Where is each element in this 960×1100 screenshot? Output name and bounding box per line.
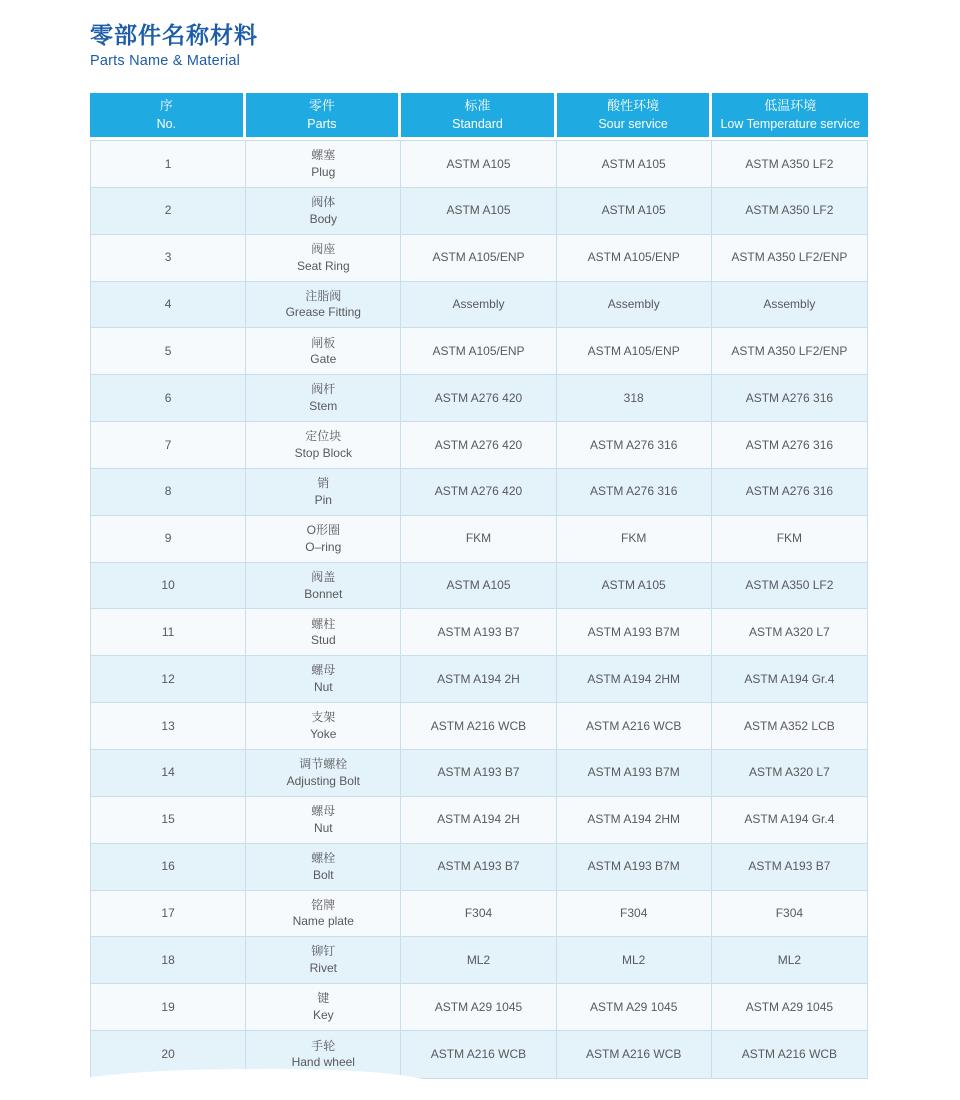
cell-part-zh: 键 (317, 991, 330, 1006)
cell-sour-service: F304 (557, 891, 712, 938)
cell-part (246, 844, 401, 891)
cell-no: 1 (91, 141, 246, 188)
cell-sour-service: ASTM A216 WCB (557, 1031, 712, 1078)
table-row (91, 282, 867, 329)
cell-no: 11 (91, 609, 246, 656)
cell-part (246, 469, 401, 516)
column-header-en: Parts (307, 117, 337, 132)
table-row (91, 844, 867, 891)
cell-standard: ML2 (401, 937, 556, 984)
cell-no: 3 (91, 235, 246, 282)
cell-sour-service: ASTM A193 B7M (557, 609, 712, 656)
cell-sour-service: ASTM A194 2HM (557, 797, 712, 844)
table-row (91, 563, 867, 610)
cell-standard: ASTM A276 420 (401, 469, 556, 516)
cell-sour-service: ASTM A105/ENP (557, 235, 712, 282)
cell-low-temp-service: ASTM A276 316 (712, 469, 867, 516)
cell-standard: FKM (401, 516, 556, 563)
cell-part (246, 563, 401, 610)
cell-no: 15 (91, 797, 246, 844)
cell-part-zh: 螺母 (311, 803, 336, 818)
cell-part-en: Name plate (292, 914, 354, 929)
cell-part-en: Key (312, 1008, 334, 1023)
cell-no: 19 (91, 984, 246, 1031)
table-row (91, 469, 867, 516)
table-body (90, 140, 868, 1079)
page-title-block (90, 22, 258, 69)
cell-part (246, 750, 401, 797)
cell-no: 6 (91, 375, 246, 422)
cell-standard: ASTM A216 WCB (401, 1031, 556, 1078)
cell-sour-service: ASTM A105 (557, 563, 712, 610)
table-row (91, 328, 867, 375)
page-subtitle: Parts Name & Material (90, 52, 241, 69)
cell-low-temp-service: ASTM A350 LF2/ENP (712, 328, 867, 375)
cell-standard: ASTM A194 2H (401, 656, 556, 703)
cell-low-temp-service: ASTM A320 L7 (712, 609, 867, 656)
table-row (91, 656, 867, 703)
cell-sour-service: 318 (557, 375, 712, 422)
cell-no: 5 (91, 328, 246, 375)
cell-part (246, 656, 401, 703)
cell-no: 7 (91, 422, 246, 469)
cell-low-temp-service: ML2 (712, 937, 867, 984)
cell-standard: ASTM A105 (401, 188, 556, 235)
cell-low-temp-service: ASTM A29 1045 (712, 984, 867, 1031)
cell-standard: ASTM A276 420 (401, 422, 556, 469)
cell-part-en: Bolt (312, 867, 334, 882)
cell-part-en: Adjusting Bolt (286, 773, 360, 788)
cell-part-zh: 螺塞 (311, 148, 336, 163)
cell-sour-service: ASTM A276 316 (557, 422, 712, 469)
cell-part-en: Yoke (310, 727, 337, 742)
cell-standard: ASTM A194 2H (401, 797, 556, 844)
cell-low-temp-service: ASTM A350 LF2 (712, 563, 867, 610)
cell-standard: ASTM A105/ENP (401, 235, 556, 282)
cell-part (246, 141, 401, 188)
cell-part-zh: 阀杆 (311, 382, 336, 397)
cell-part (246, 328, 401, 375)
cell-part-zh: 铆钉 (311, 944, 336, 959)
cell-part-zh: 阀盖 (311, 569, 336, 584)
cell-no: 10 (91, 563, 246, 610)
cell-no: 2 (91, 188, 246, 235)
cell-part-en: Stem (309, 399, 338, 414)
cell-part (246, 422, 401, 469)
cell-sour-service: ASTM A105/ENP (557, 328, 712, 375)
cell-sour-service: ASTM A193 B7M (557, 750, 712, 797)
cell-standard: ASTM A216 WCB (401, 703, 556, 750)
cell-low-temp-service: ASTM A194 Gr.4 (712, 797, 867, 844)
cell-standard: ASTM A105/ENP (401, 328, 556, 375)
cell-low-temp-service: ASTM A216 WCB (741, 1047, 838, 1062)
cell-part-zh: 注脂阀 (305, 288, 342, 303)
table-row (91, 141, 867, 188)
cell-low-temp-service: ASTM A320 L7 (712, 750, 867, 797)
cell-sour-service: ASTM A194 2HM (557, 656, 712, 703)
column-header (246, 93, 402, 137)
cell-low-temp-service: F304 (712, 891, 867, 938)
column-header (401, 93, 557, 137)
table-row (91, 375, 867, 422)
cell-part-zh: 定位块 (305, 429, 342, 444)
table-row (91, 516, 867, 563)
cell-part-en: Bonnet (304, 586, 343, 601)
cell-part-en: Stud (310, 633, 336, 648)
cell-part (246, 797, 401, 844)
cell-part-zh: 螺柱 (311, 616, 336, 631)
table-row (91, 750, 867, 797)
cell-part-en: Stop Block (294, 445, 352, 460)
cell-low-temp-service: ASTM A276 316 (712, 375, 867, 422)
cell-part-en: Hand wheel (291, 1055, 355, 1070)
cell-sour-service: Assembly (557, 282, 712, 329)
cell-part-zh: 销 (317, 476, 330, 491)
cell-sour-service: ASTM A193 B7M (557, 844, 712, 891)
cell-no: 9 (91, 516, 246, 563)
cell-part-en: Plug (311, 164, 336, 179)
cell-part-zh: 阀体 (311, 194, 336, 209)
column-header-en: Standard (452, 117, 503, 132)
cell-part-en: Nut (313, 820, 333, 835)
column-header-en: No. (156, 117, 177, 132)
cell-standard: ASTM A193 B7 (401, 609, 556, 656)
cell-low-temp-service: ASTM A352 LCB (712, 703, 867, 750)
cell-standard: ASTM A29 1045 (401, 984, 556, 1031)
cell-sour-service: ML2 (557, 937, 712, 984)
table-header-row (90, 93, 868, 140)
cell-no: 12 (91, 656, 246, 703)
cell-no: 8 (91, 469, 246, 516)
cell-part-en: Grease Fitting (285, 305, 361, 320)
cell-sour-service: ASTM A216 WCB (557, 703, 712, 750)
cell-part-en: Gate (310, 352, 337, 367)
cell-standard: ASTM A105 (401, 563, 556, 610)
table-row (91, 703, 867, 750)
column-header (90, 93, 246, 137)
cell-part (246, 375, 401, 422)
column-header-en: Sour service (598, 117, 668, 132)
cell-low-temp-service: FKM (712, 516, 867, 563)
cell-part-en: Nut (313, 680, 333, 695)
column-header-zh: 零件 (308, 97, 335, 113)
cell-part (246, 282, 401, 329)
cell-low-temp-service: ASTM A350 LF2 (712, 188, 867, 235)
page-title: 零部件名称材料 (90, 22, 258, 48)
cell-no: 20 (91, 1031, 246, 1078)
cell-part-zh: 螺母 (311, 663, 336, 678)
cell-part (246, 984, 401, 1031)
cell-sour-service: ASTM A29 1045 (557, 984, 712, 1031)
column-header (557, 93, 713, 137)
cell-part (246, 937, 401, 984)
cell-part-en: O–ring (305, 539, 342, 554)
column-header-zh: 序 (159, 97, 173, 113)
column-header-en: Low Temperature service (720, 117, 860, 132)
cell-sour-service: ASTM A105 (557, 188, 712, 235)
cell-no: 18 (91, 937, 246, 984)
cell-standard: ASTM A193 B7 (401, 750, 556, 797)
cell-part-en: Seat Ring (296, 258, 350, 273)
table-row (91, 891, 867, 938)
column-header (712, 93, 868, 137)
table-row (91, 984, 867, 1031)
cell-no: 4 (91, 282, 246, 329)
cell-standard: ASTM A105 (401, 141, 556, 188)
cell-part (246, 516, 401, 563)
cell-sour-service: ASTM A276 316 (557, 469, 712, 516)
cell-part-zh: 铭牌 (311, 897, 336, 912)
cell-part (246, 235, 401, 282)
cell-no: 17 (91, 891, 246, 938)
table-row (91, 188, 867, 235)
cell-no: 14 (91, 750, 246, 797)
table-row (91, 609, 867, 656)
cell-part (246, 703, 401, 750)
table-row (91, 797, 867, 844)
cell-part-zh: 螺栓 (311, 850, 336, 865)
cell-standard: F304 (401, 891, 556, 938)
cell-low-temp-service: ASTM A350 LF2/ENP (712, 235, 867, 282)
cell-standard: ASTM A276 420 (401, 375, 556, 422)
cell-part-zh: 手轮 (311, 1038, 336, 1053)
cell-low-temp-service: ASTM A194 Gr.4 (712, 656, 867, 703)
cell-no: 16 (91, 844, 246, 891)
cell-part-zh: 阀座 (311, 241, 336, 256)
cell-low-temp-service: Assembly (712, 282, 867, 329)
cell-part-en: Body (309, 211, 337, 226)
cell-low-temp-service: ASTM A193 B7 (712, 844, 867, 891)
parts-material-table (90, 93, 868, 1079)
column-header-zh: 酸性环境 (607, 97, 660, 113)
cell-part-zh: 支架 (311, 710, 336, 725)
cell-low-temp-service: ASTM A276 316 (712, 422, 867, 469)
cell-no: 13 (91, 703, 246, 750)
table-row (91, 422, 867, 469)
cell-standard: ASTM A193 B7 (401, 844, 556, 891)
column-header-zh: 标准 (464, 97, 491, 113)
cell-part-en: Pin (314, 492, 332, 507)
cell-part (246, 609, 401, 656)
column-header-zh: 低温环境 (764, 97, 817, 113)
table-row (91, 235, 867, 282)
cell-low-temp-service: ASTM A350 LF2 (712, 141, 867, 188)
cell-part-zh: O形圈 (306, 522, 340, 537)
cell-standard: Assembly (401, 282, 556, 329)
cell-part (246, 891, 401, 938)
table-row (91, 937, 867, 984)
cell-sour-service: ASTM A105 (557, 141, 712, 188)
cell-part-zh: 调节螺栓 (299, 757, 348, 772)
cell-part-zh: 闸板 (311, 335, 336, 350)
cell-part (246, 188, 401, 235)
cell-part-en: Rivet (309, 961, 337, 976)
cell-sour-service: FKM (557, 516, 712, 563)
